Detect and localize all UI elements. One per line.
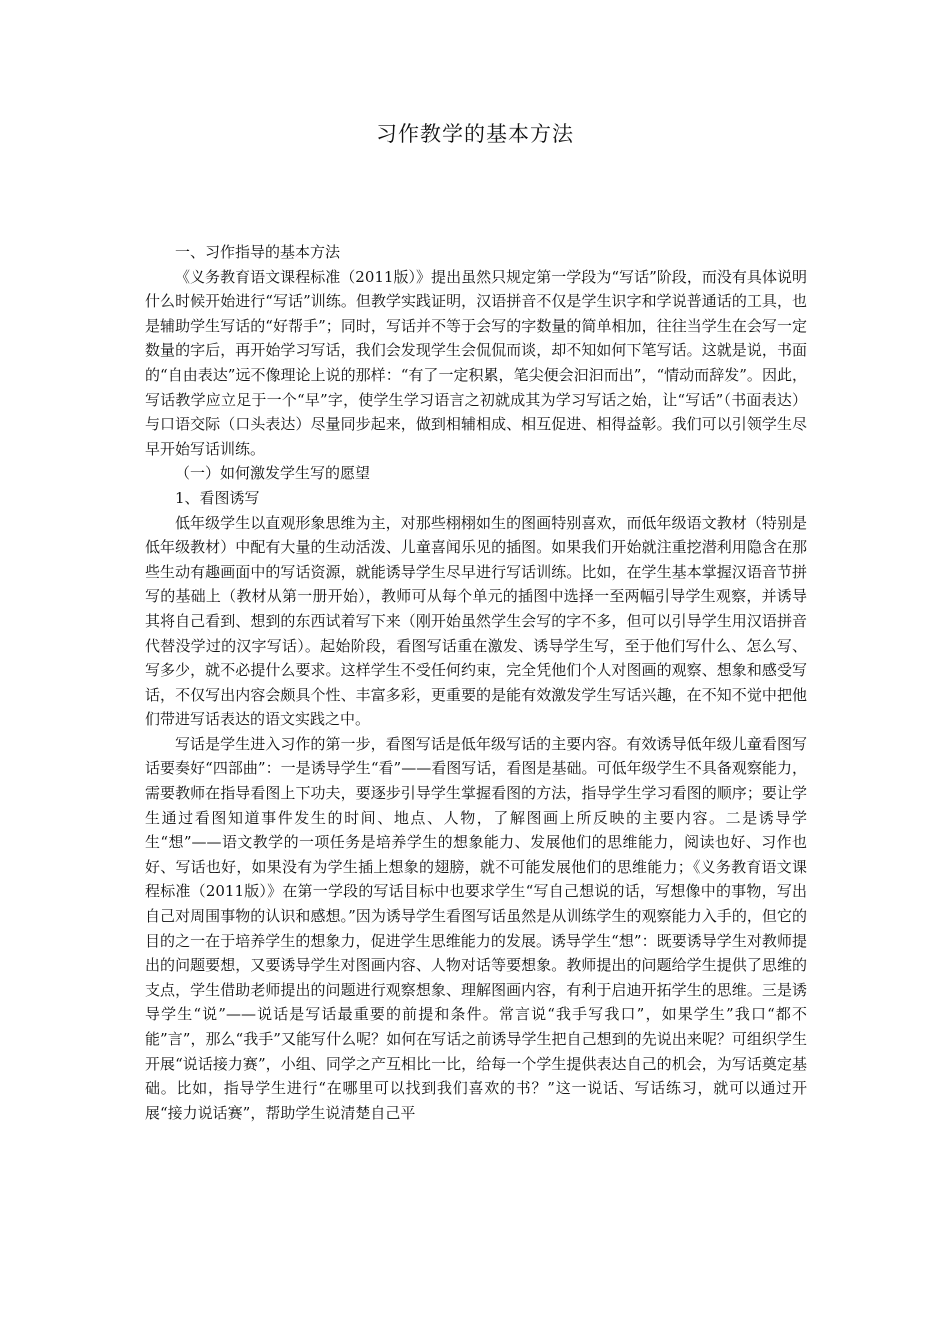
paragraph: 写话是学生进入习作的第一步，看图写话是低年级写话的主要内容。有效诱导低年级儿童看图写话要奏好“四部曲”：一是诱导学生“看”——看图写话，看图是基础。可低年级学生不具备观察能力，需要教师在指导看图上下功夫，要逐步引导学生掌握看图的方法，指导学生学习看图的顺序；要让学生通过看图知道事件发生的时间、地点、人物，了解图画上所反映的主要内容。二是诱导学生“想”——语文教学的一项任务是培养学生的想象能力、发展他们的思维能力，阅读也好、习作也好、写话也好，如果没有为学生插上想象的翅膀，就不可能发展他们的思维能力；《义务教育语文课程标准（2011版）》在第一学段的写话目标中也要求学生“写自己想说的话，写想像中的事物，写出自己对周围事物的认识和感想。”因为诱导学生看图写话虽然是从训练学生的观察能力入手的，但它的目的之一在于培养学生的想象力，促进学生思维能力的发展。诱导学生“想”：既要诱导学生对教师提出的问题要想，又要诱导学生对图画内容、人物对话等要想象。教师提出的问题给学生提供了思维的支点，学生借助老师提出的问题进行观察想象、理解图画内容，有利于启迪开拓学生的思维。三是诱导学生“说”——说话是写话最重要的前提和条件。常言说“我手写我口”，如果学生”我口“都不能”言”，那么“我手”又能写什么呢？如何在写话之前诱导学生把自己想到的先说出来呢？可组织学生开展“说话接力赛”，小组、同学之产互相比一比，给每一个学生提供表达自己的机会，为写话奠定基础。比如，指导学生进行“在哪里可以找到我们喜欢的书？”这一说话、写话练习，就可以通过开展“接力说话赛”，帮助学生说清楚自己平 xyxy=(145,734,807,1122)
subsection-heading: 1、看图诱写 xyxy=(175,488,260,507)
paragraph: 《义务教育语文课程标准（2011版）》提出虽然只规定第一学段为“写话”阶段，而没有具体说明什么时候开始进行“写话”训练。但教学实践证明，汉语拼音不仅是学生识字和学说普通话的工具，也是辅助学生写话的“好帮手”；同时，写话并不等于会写的字数量的简单相加，往往当学生在会写一定数量的字后，再开始学习写话，我们会发现学生会侃侃而谈，却不知如何下笔写话。这就是说，书面的“自由表达”远不像理论上说的那样：“有了一定积累，笔尖便会汩汩而出”，“情动而辞发”。因此，写话教学应立足于一个“早”字，使学生学习语言之初就成其为学习写话之始，让“写话”（书面表达）与口语交际（口头表达）尽量同步起来，做到相辅相成、相互促进、相得益彰。我们可以引领学生尽早开始写话训练。 xyxy=(145,267,807,458)
section-heading: 一、习作指导的基本方法 xyxy=(175,243,341,261)
subsection-heading: （一）如何激发学生写的愿望 xyxy=(175,464,371,483)
document-title: 习作教学的基本方法 xyxy=(376,122,574,146)
document-body xyxy=(145,240,807,1125)
paragraph: 低年级学生以直观形象思维为主，对那些栩栩如生的图画特别喜欢，而低年级语文教材（特别是低年级教材）中配有大量的生动活泼、儿童喜闻乐见的插图。如果我们开始就注重挖潜利用隐含在那些生动有趣画面中的写话资源，就能诱导学生尽早进行写话训练。比如，在学生基本掌握汉语音节拼写的基础上（教材从第一册开始），教师可从每个单元的插图中选择一至两幅引导学生观察，并诱导其将自己看到、想到的东西试着写下来（刚开始虽然学生会写的字不多，但可以引导学生用汉语拼音代替没学过的汉字写话）。起始阶段，看图写话重在激发、诱导学生写，至于他们写什么、怎么写、写多少，就不必提什么要求。这样学生不受任何约束，完全凭他们个人对图画的观察、想象和感受写话，不仅写出内容会颇具个性、丰富多彩，更重要的是能有效激发学生写话兴趣，在不知不觉中把他们带进写话表达的语文实践之中。 xyxy=(145,513,807,729)
